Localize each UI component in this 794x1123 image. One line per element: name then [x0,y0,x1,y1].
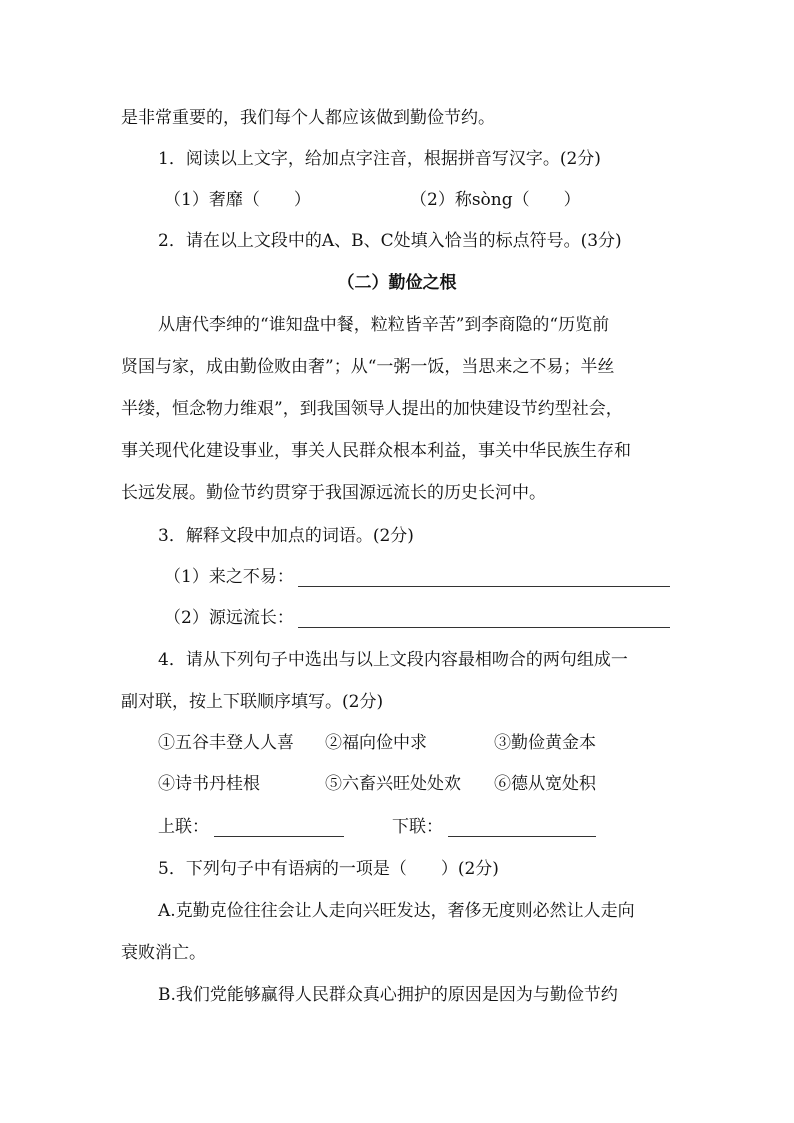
upper-couplet-blank[interactable] [214,818,344,837]
choice-a: A.克勤克俭往往会让人走向兴旺发达，奢侈无度则必然让人走向 [158,901,635,921]
question-3-part-1: （1）来之不易： [164,567,294,587]
couplet-option-6: ⑥德从宽处积 [494,774,596,794]
couplet-option-2: ②福向俭中求 [325,733,427,753]
passage-line: 半缕，恒念物力维艰”，到我国领导人提出的加快建设节约型社会， [121,399,623,419]
lower-couplet-label: 下联： [392,817,443,837]
question-2: 2．请在以上文段中的A、B、C处填入恰当的标点符号。(3分) [158,231,622,251]
passage-line: 长远发展。勤俭节约贯穿于我国源远流长的历史长河中。 [121,483,546,503]
answer-blank[interactable] [298,609,670,628]
couplet-option-3: ③勤俭黄金本 [494,733,596,753]
section-title: （二）勤俭之根 [337,273,457,293]
question-4-cont: 副对联，按上下联顺序填写。(2分) [121,692,384,712]
question-3: 3．解释文段中加点的词语。(2分) [158,526,414,546]
upper-couplet-label: 上联： [158,817,209,837]
choice-a-cont: 衰败消亡。 [121,943,206,963]
question-1: 1．阅读以上文字，给加点字注音，根据拼音写汉字。(2分) [158,149,601,169]
couplet-option-1: ①五谷丰登人人喜 [158,733,294,753]
question-1-part-2: （2）称sòng（ ） [410,190,581,210]
question-4: 4．请从下列句子中选出与以上文段内容最相吻合的两句组成一 [158,650,628,670]
couplet-option-5: ⑤六畜兴旺处处欢 [325,774,461,794]
answer-blank[interactable] [298,568,670,587]
choice-b: B.我们党能够赢得人民群众真心拥护的原因是因为与勤俭节约 [158,985,618,1005]
couplet-option-4: ④诗书丹桂根 [158,774,260,794]
question-3-part-2: （2）源远流长： [164,608,294,628]
passage-line: 从唐代李绅的“谁知盘中餐，粒粒皆辛苦”到李商隐的“历览前 [158,315,610,335]
passage-line: 贤国与家，成由勤俭败由奢”；从“一粥一饭，当思来之不易；半丝 [121,357,615,377]
lower-couplet-blank[interactable] [448,818,596,837]
text-line: 是非常重要的，我们每个人都应该做到勤俭节约。 [121,108,495,128]
question-5: 5．下列句子中有语病的一项是（ ）(2分) [158,859,499,879]
question-1-part-1: （1）奢靡（ ） [164,190,311,210]
passage-line: 事关现代化建设事业，事关人民群众根本利益，事关中华民族生存和 [121,441,631,461]
